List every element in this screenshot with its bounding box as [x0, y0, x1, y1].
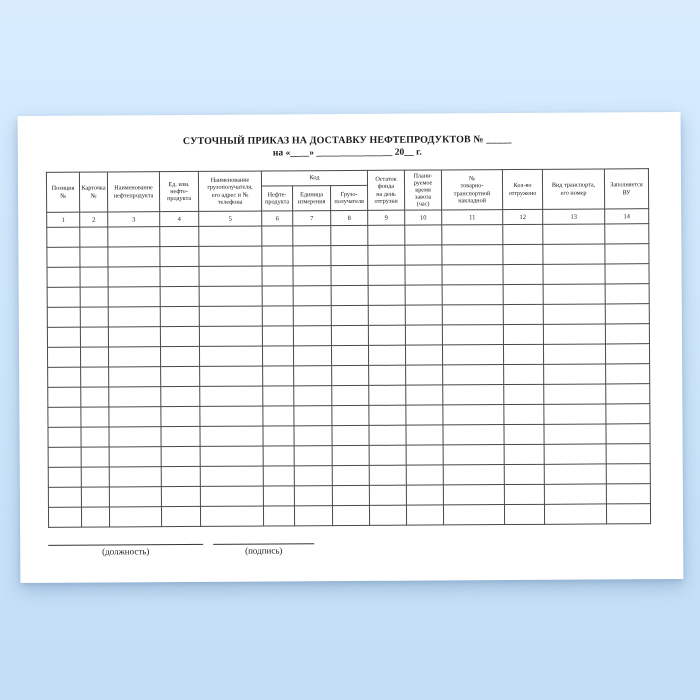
empty-cell	[543, 304, 605, 324]
empty-cell	[200, 426, 263, 446]
empty-cell	[161, 506, 200, 526]
col-header-10: Плани- руемое время завоза (час)	[404, 170, 441, 210]
empty-cell	[369, 485, 406, 505]
empty-cell	[544, 444, 606, 464]
empty-cell	[369, 365, 406, 385]
empty-cell	[160, 266, 199, 286]
empty-cell	[606, 404, 650, 424]
empty-cell	[544, 384, 606, 404]
empty-cell	[80, 307, 108, 327]
empty-cell	[160, 306, 199, 326]
empty-cell	[48, 447, 81, 467]
empty-cell	[543, 224, 605, 244]
empty-cell	[332, 465, 369, 485]
col-number-6: 6	[262, 211, 293, 226]
col-number-13: 13	[543, 209, 605, 224]
empty-cell	[48, 407, 81, 427]
col-header-5: Наименование грузополучателя, его адрес и № телефона	[198, 171, 261, 211]
empty-cell	[47, 307, 80, 327]
empty-cell	[199, 266, 262, 286]
col-header-7: Единица измерения	[293, 186, 331, 211]
empty-cell	[544, 424, 606, 444]
empty-cell	[442, 265, 503, 285]
col-header-2: Карточка №	[79, 172, 107, 212]
empty-cell	[294, 386, 332, 406]
empty-cell	[294, 506, 332, 526]
empty-cell	[48, 367, 81, 387]
empty-cell	[606, 464, 650, 484]
empty-cell	[332, 445, 369, 465]
empty-cell	[368, 325, 405, 345]
col-number-2: 2	[80, 212, 108, 227]
empty-cell	[200, 406, 263, 426]
empty-cell	[161, 446, 200, 466]
col-number-8: 8	[331, 210, 368, 225]
empty-cell	[405, 225, 442, 245]
empty-cell	[332, 425, 369, 445]
empty-cell	[263, 506, 294, 526]
empty-cell	[200, 506, 263, 526]
empty-cell	[442, 225, 503, 245]
empty-cell	[368, 245, 405, 265]
empty-cell	[48, 467, 81, 487]
empty-cell	[262, 306, 293, 326]
empty-cell	[81, 387, 109, 407]
col-header-12: Кол-во отгружено	[502, 169, 542, 209]
empty-cell	[200, 466, 263, 486]
empty-cell	[160, 226, 199, 246]
col-header-3: Наименование нефтепродукта	[107, 172, 159, 212]
empty-cell	[605, 284, 649, 304]
empty-cell	[331, 265, 368, 285]
empty-cell	[442, 305, 503, 325]
empty-cell	[443, 505, 504, 525]
empty-cell	[405, 325, 442, 345]
empty-cell	[108, 267, 160, 287]
empty-cell	[81, 427, 109, 447]
empty-cell	[200, 446, 263, 466]
empty-cell	[405, 305, 442, 325]
empty-cell	[368, 225, 405, 245]
empty-cell	[405, 245, 442, 265]
empty-cell	[80, 247, 108, 267]
form-table	[46, 168, 651, 528]
empty-cell	[406, 465, 443, 485]
empty-cell	[544, 364, 606, 384]
empty-cell	[405, 345, 442, 365]
empty-cell	[160, 246, 199, 266]
empty-cell	[543, 244, 605, 264]
empty-cell	[47, 247, 80, 267]
empty-cell	[109, 487, 161, 507]
empty-cell	[406, 405, 443, 425]
empty-cell	[199, 286, 262, 306]
empty-cell	[263, 486, 294, 506]
empty-cell	[369, 425, 406, 445]
empty-cell	[369, 465, 406, 485]
empty-cell	[443, 385, 504, 405]
col-number-7: 7	[293, 211, 331, 226]
empty-cell	[543, 324, 605, 344]
empty-cell	[263, 386, 294, 406]
empty-cell	[369, 505, 406, 525]
form-date-line: на «____» ________________ 20__ г.	[272, 147, 422, 159]
empty-cell	[262, 246, 293, 266]
position-signature-block	[48, 539, 203, 557]
empty-cell	[108, 247, 160, 267]
col-number-1: 1	[47, 212, 80, 227]
sign-signature-label: (подпись)	[245, 545, 283, 556]
empty-cell	[369, 405, 406, 425]
empty-cell	[294, 466, 332, 486]
empty-cell	[47, 227, 80, 247]
empty-cell	[262, 326, 293, 346]
empty-cell	[294, 406, 332, 426]
empty-cell	[544, 404, 606, 424]
empty-cell	[503, 304, 543, 324]
col-header-9: Остаток фонда на день отгрузки	[367, 170, 404, 210]
empty-cell	[331, 245, 368, 265]
empty-cell	[262, 266, 293, 286]
empty-cell	[605, 264, 649, 284]
empty-cell	[160, 346, 199, 366]
empty-cell	[109, 407, 161, 427]
empty-cell	[161, 486, 200, 506]
col-number-12: 12	[503, 209, 543, 224]
empty-cell	[294, 426, 332, 446]
empty-cell	[406, 445, 443, 465]
col-number-10: 10	[405, 210, 442, 225]
empty-cell	[369, 385, 406, 405]
empty-cell	[199, 346, 262, 366]
empty-cell	[161, 406, 200, 426]
empty-cell	[161, 466, 200, 486]
form-content	[46, 112, 649, 557]
empty-cell	[109, 427, 161, 447]
empty-cell	[504, 444, 544, 464]
empty-cell	[262, 286, 293, 306]
empty-cell	[331, 345, 368, 365]
empty-cell	[161, 366, 200, 386]
empty-cell	[293, 346, 331, 366]
group-header-kod: Код	[261, 170, 367, 186]
empty-cell	[293, 326, 331, 346]
empty-cell	[443, 425, 504, 445]
empty-cell	[332, 505, 369, 525]
empty-cell	[199, 306, 262, 326]
empty-cell	[368, 265, 405, 285]
empty-cell	[369, 445, 406, 465]
col-number-3: 3	[108, 212, 160, 227]
empty-cell	[543, 344, 605, 364]
empty-cell	[605, 244, 649, 264]
empty-data-row	[48, 504, 650, 528]
empty-cell	[405, 285, 442, 305]
empty-cell	[200, 386, 263, 406]
empty-cell	[81, 507, 109, 527]
signature-area	[48, 536, 651, 557]
empty-cell	[606, 364, 650, 384]
empty-cell	[161, 386, 200, 406]
empty-cell	[368, 345, 405, 365]
empty-cell	[503, 244, 543, 264]
empty-cell	[108, 227, 160, 247]
empty-cell	[262, 226, 293, 246]
col-header-8: Грузо- получателя	[331, 185, 368, 210]
empty-cell	[504, 384, 544, 404]
empty-cell	[109, 447, 161, 467]
empty-cell	[504, 464, 544, 484]
empty-cell	[504, 364, 544, 384]
empty-cell	[368, 305, 405, 325]
empty-cell	[503, 264, 543, 284]
empty-cell	[605, 304, 649, 324]
empty-cell	[331, 305, 368, 325]
empty-cell	[199, 226, 262, 246]
empty-cell	[331, 325, 368, 345]
empty-cell	[199, 246, 262, 266]
empty-cell	[160, 326, 199, 346]
col-number-9: 9	[368, 210, 405, 225]
empty-cell	[80, 347, 108, 367]
empty-cell	[293, 246, 331, 266]
empty-cell	[331, 285, 368, 305]
empty-cell	[503, 224, 543, 244]
empty-cell	[443, 365, 504, 385]
empty-cell	[544, 504, 606, 524]
empty-cell	[263, 446, 294, 466]
empty-cell	[544, 464, 606, 484]
empty-cell	[80, 287, 108, 307]
empty-cell	[262, 346, 293, 366]
empty-cell	[443, 445, 504, 465]
empty-cell	[368, 285, 405, 305]
empty-cell	[503, 324, 543, 344]
empty-cell	[406, 505, 443, 525]
title-block	[46, 133, 649, 161]
empty-cell	[294, 446, 332, 466]
col-header-4: Ед. изм. нефте- продукта	[159, 171, 198, 211]
empty-cell	[442, 285, 503, 305]
empty-cell	[263, 406, 294, 426]
empty-cell	[81, 467, 109, 487]
empty-cell	[504, 404, 544, 424]
empty-cell	[606, 484, 650, 504]
empty-cell	[442, 245, 503, 265]
col-number-11: 11	[442, 210, 503, 225]
empty-cell	[406, 385, 443, 405]
empty-cell	[263, 366, 294, 386]
empty-cell	[48, 387, 81, 407]
empty-cell	[47, 327, 80, 347]
empty-cell	[200, 366, 263, 386]
empty-cell	[442, 345, 503, 365]
empty-cell	[406, 425, 443, 445]
empty-cell	[332, 405, 369, 425]
empty-cell	[108, 327, 160, 347]
empty-cell	[80, 327, 108, 347]
empty-cell	[48, 507, 81, 527]
col-header-13: Вид транспорта, его номер	[542, 169, 604, 209]
empty-cell	[294, 366, 332, 386]
empty-cell	[443, 485, 504, 505]
empty-cell	[48, 427, 81, 447]
empty-cell	[443, 405, 504, 425]
empty-cell	[543, 284, 605, 304]
col-number-4: 4	[160, 211, 199, 226]
empty-cell	[160, 286, 199, 306]
form-paper	[18, 112, 684, 583]
empty-cell	[294, 486, 332, 506]
empty-cell	[81, 487, 109, 507]
empty-cell	[605, 344, 649, 364]
empty-cell	[109, 507, 161, 527]
empty-cell	[544, 484, 606, 504]
empty-cell	[503, 344, 543, 364]
empty-cell	[405, 265, 442, 285]
empty-cell	[293, 266, 331, 286]
col-header-14: Заполняется ВУ	[604, 169, 648, 209]
empty-cell	[332, 365, 369, 385]
sign-signature-block	[213, 538, 314, 556]
empty-cell	[47, 267, 80, 287]
empty-cell	[504, 504, 544, 524]
empty-cell	[406, 365, 443, 385]
empty-cell	[503, 284, 543, 304]
empty-cell	[443, 465, 504, 485]
position-signature-label: (должность)	[102, 546, 150, 557]
empty-cell	[81, 447, 109, 467]
form-title: СУТОЧНЫЙ ПРИКАЗ НА ДОСТАВКУ НЕФТЕПРОДУКТОВ № _____	[182, 134, 512, 148]
col-header-1: Позиция №	[46, 172, 79, 212]
empty-cell	[504, 484, 544, 504]
empty-cell	[199, 326, 262, 346]
empty-cell	[48, 487, 81, 507]
empty-cell	[606, 504, 650, 524]
empty-cell	[406, 485, 443, 505]
empty-cell	[80, 267, 108, 287]
empty-cell	[606, 444, 650, 464]
empty-cell	[332, 385, 369, 405]
empty-cell	[293, 226, 331, 246]
empty-cell	[605, 224, 649, 244]
empty-cell	[109, 467, 161, 487]
empty-cell	[108, 287, 160, 307]
empty-cell	[331, 225, 368, 245]
empty-cell	[47, 287, 80, 307]
col-number-5: 5	[199, 211, 262, 226]
col-header-6: Нефте- продукта	[262, 186, 293, 211]
col-header-11: № товарно- транспортной накладной	[441, 170, 502, 210]
empty-cell	[161, 426, 200, 446]
empty-cell	[81, 367, 109, 387]
empty-cell	[263, 466, 294, 486]
empty-cell	[606, 384, 650, 404]
col-number-14: 14	[605, 209, 649, 224]
empty-cell	[605, 324, 649, 344]
empty-cell	[442, 325, 503, 345]
empty-cell	[109, 387, 161, 407]
empty-cell	[293, 306, 331, 326]
empty-cell	[332, 485, 369, 505]
empty-cell	[293, 286, 331, 306]
empty-cell	[47, 347, 80, 367]
empty-cell	[109, 367, 161, 387]
empty-cell	[108, 347, 160, 367]
empty-cell	[200, 486, 263, 506]
empty-cell	[108, 307, 160, 327]
empty-cell	[81, 407, 109, 427]
empty-cell	[504, 424, 544, 444]
empty-cell	[263, 426, 294, 446]
empty-cell	[80, 227, 108, 247]
empty-cell	[543, 264, 605, 284]
empty-cell	[606, 424, 650, 444]
